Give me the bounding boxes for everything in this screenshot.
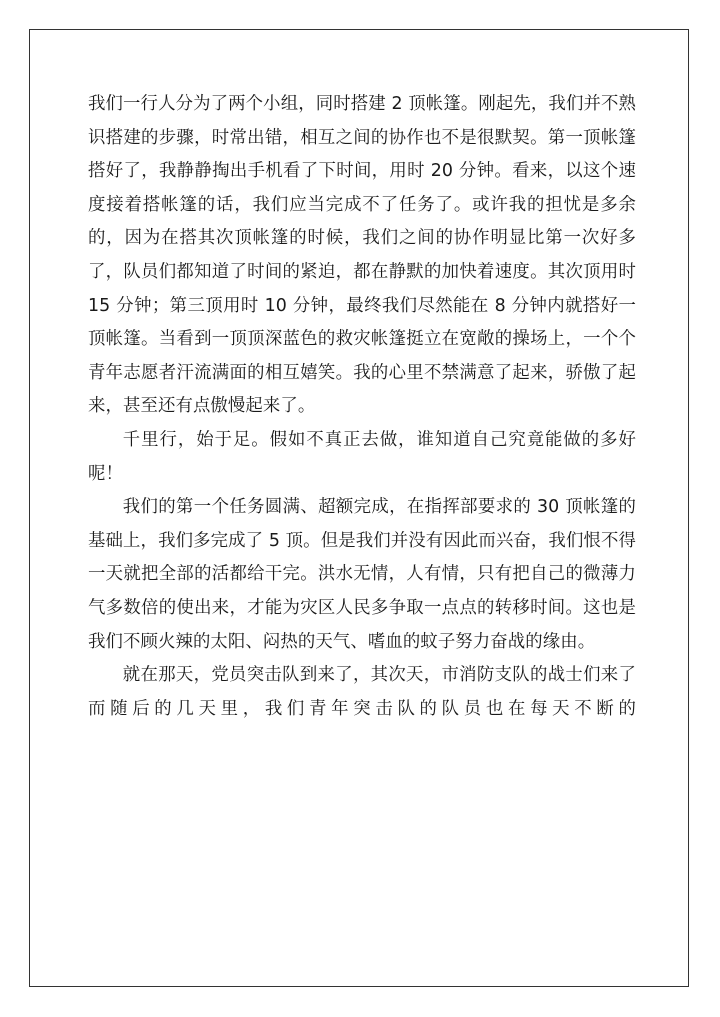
paragraph-1: 我们一行人分为了两个小组，同时搭建 2 顶帐篷。刚起先，我们并不熟识搭建的步骤，时常出错，相互之间的协作也不是很默契。第一顶帐篷搭好了，我静静掏出手机看了下时间，用时 20 分钟。看来，以这个速度接着搭帐篷的话，我们应当完成不了任务了。或许我的担忧是多余的，因为在搭其次顶帐篷的时候，我们之间的协作明显比第一次好多了，队员们都知道了时间的紧迫，都在静默的加快着速度。其次顶用时 15 分钟；第三顶用时 10 分钟，最终我们尽然能在 8 分钟内就搭好一顶帐篷。当看到一顶顶深蓝色的救灾帐篷挺立在宽敞的操场上，一个个青年志愿者汗流满面的相互嬉笑。我的心里不禁满意了起来，骄傲了起来，甚至还有点傲慢起来了。 [88,94,636,417]
document-body [88,88,636,726]
paragraph-3: 我们的第一个任务圆满、超额完成，在指挥部要求的 30 顶帐篷的基础上，我们多完成了 5 顶。但是我们并没有因此而兴奋，我们恨不得一天就把全部的活都给干完。洪水无情，人有情，只有把自己的微薄力气多数倍的使出来，才能为灾区人民多争取一点点的转移时间。这也是我们不顾火辣的太阳、闷热的天气、嗜血的蚊子努力奋战的缘由。 [88,497,636,652]
paragraph-2: 千里行，始于足。假如不真正去做，谁知道自己究竟能做的多好呢！ [88,429,636,484]
paragraph-4: 就在那天，党员突击队到来了，其次天，市消防支队的战士们来了 而随后的几天里，我们青年突击队的队员也在每天不断的 [88,665,636,719]
